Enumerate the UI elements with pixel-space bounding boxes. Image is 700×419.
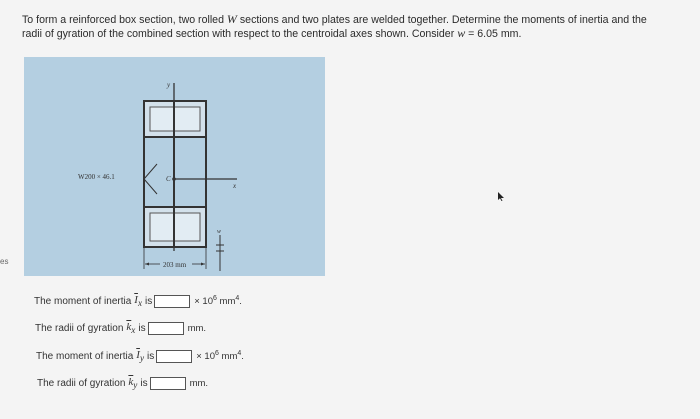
question-connector: is xyxy=(145,295,153,307)
unit-main: × 10 xyxy=(194,296,214,308)
symbol-letter: $\overline{I}$ xyxy=(136,349,140,361)
prompt-var-w: w xyxy=(457,26,466,40)
dimension-arrow-right xyxy=(201,263,205,266)
question-connector: is xyxy=(138,322,146,334)
dimension-label: 203 mm xyxy=(163,261,187,269)
prompt-line1-after: sections and two plates are welded together. Determine the moments of inertia and the xyxy=(239,14,647,26)
answer-input-Iy[interactable] xyxy=(156,350,192,363)
answer-input-Ix[interactable] xyxy=(154,295,190,308)
question-moment-inertia-x xyxy=(34,294,242,308)
plate-thickness-label: w xyxy=(217,229,222,235)
section-label: W200 × 46.1 xyxy=(78,173,115,181)
unit-end: . xyxy=(239,296,242,308)
unit-main: × 10 xyxy=(196,351,216,363)
question-radius-gyration-x xyxy=(35,321,206,335)
unit-suffix-exp: 4 xyxy=(237,350,242,358)
prompt-line1-before: To form a reinforced box section, two rolled xyxy=(22,14,224,26)
question-lead: The radii of gyration xyxy=(37,377,126,389)
unit-label xyxy=(194,295,242,307)
unit-suffix: mm xyxy=(216,296,236,308)
unit-suffix-exp: 4 xyxy=(235,295,240,303)
unit-suffix: mm xyxy=(218,351,238,363)
section-figure xyxy=(24,57,325,276)
x-axis-label: x xyxy=(233,182,237,190)
y-axis-label: y xyxy=(167,81,171,89)
edge-fragment-text: es xyxy=(0,257,9,266)
prompt-var-W: W xyxy=(226,12,237,26)
symbol-ky xyxy=(128,376,137,390)
dimension-arrow-left xyxy=(145,263,149,266)
symbol-Iy xyxy=(136,349,144,363)
question-moment-inertia-y xyxy=(36,349,244,363)
problem-statement xyxy=(22,13,694,41)
answer-input-kx[interactable] xyxy=(148,322,184,335)
unit-end: . xyxy=(241,351,244,363)
prompt-line2-after: = 6.05 mm. xyxy=(468,28,522,40)
symbol-letter: $\overline{I}$ xyxy=(134,294,138,306)
centroid-label: C xyxy=(166,175,171,183)
question-radius-gyration-y xyxy=(37,376,208,390)
unit-exp: 6 xyxy=(215,350,219,358)
question-connector: is xyxy=(147,350,155,362)
question-lead: The moment of inertia xyxy=(34,295,132,307)
question-lead: The radii of gyration xyxy=(35,322,124,334)
prompt-line2-before: radii of gyration of the combined section with respect to the centroidal axes shown. Consider xyxy=(22,28,455,40)
unit-label: mm. xyxy=(189,377,209,389)
symbol-Ix xyxy=(134,294,142,308)
symbol-letter: $\overline{k}$ xyxy=(126,321,132,333)
symbol-subscript: y xyxy=(139,353,145,364)
symbol-subscript: x xyxy=(131,325,136,336)
question-connector: is xyxy=(140,377,148,389)
unit-label xyxy=(196,350,244,362)
symbol-kx xyxy=(126,321,135,335)
symbol-subscript: y xyxy=(133,380,138,391)
unit-label: mm. xyxy=(187,322,207,334)
section-diagram xyxy=(24,57,325,276)
answer-input-ky[interactable] xyxy=(150,377,186,390)
centroid-point xyxy=(172,177,176,181)
callout-bracket xyxy=(144,164,157,194)
mouse-cursor-icon xyxy=(497,192,505,201)
question-lead: The moment of inertia xyxy=(36,350,134,362)
symbol-subscript: x xyxy=(137,298,143,309)
symbol-letter: $\overline{k}$ xyxy=(128,376,134,388)
unit-exp: 6 xyxy=(213,295,217,303)
